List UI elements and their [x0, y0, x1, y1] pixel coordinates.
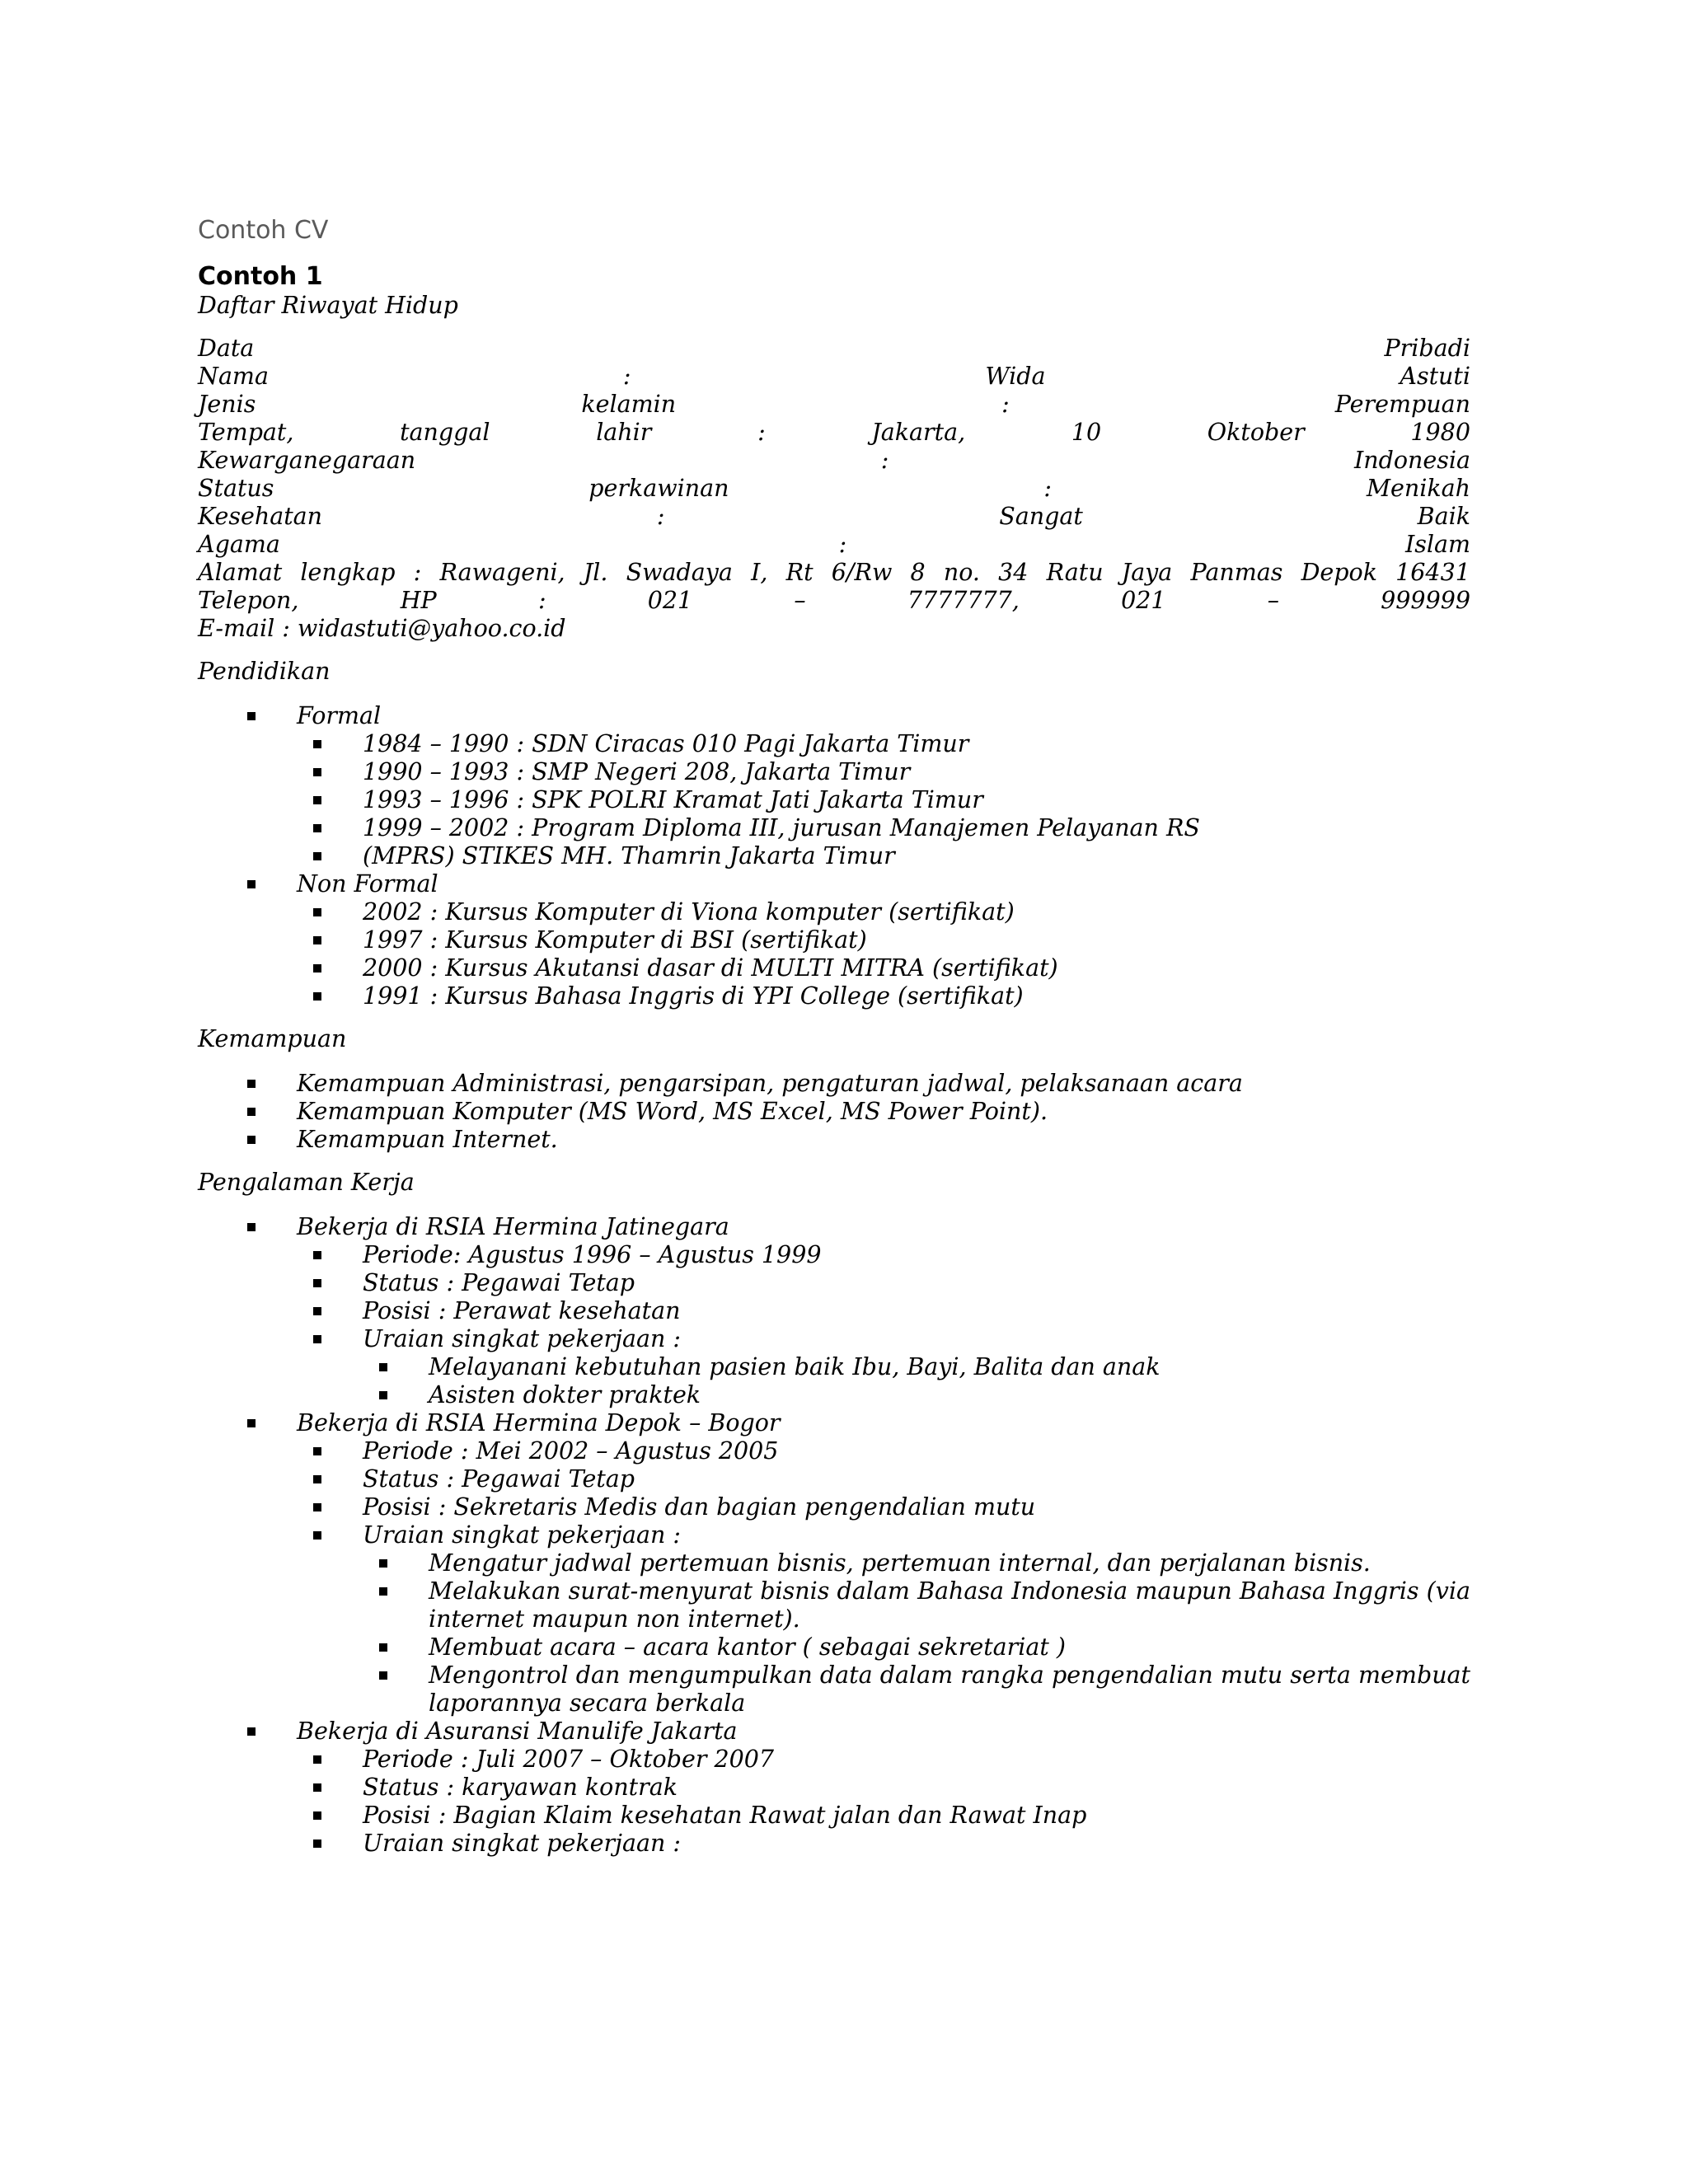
section-title-kemampuan: Kemampuan [198, 1025, 347, 1052]
square-bullet-icon [247, 880, 256, 888]
square-bullet-icon [313, 768, 321, 776]
list-item [198, 926, 1470, 954]
personal-data-word: I, [751, 559, 768, 586]
personal-data-word: Kewarganegaraan [198, 447, 416, 474]
personal-data-word: Jl. [583, 559, 608, 586]
personal-data-word: tanggal [400, 419, 490, 446]
square-bullet-icon [313, 1783, 321, 1792]
personal-data-word: Menikah [1366, 475, 1470, 502]
personal-data-line [198, 363, 1470, 391]
skill-item: Kemampuan Administrasi, pengarsipan, pengaturan jadwal, pelaksanaan acara [297, 1070, 1243, 1097]
personal-data-word: 021 [647, 587, 693, 614]
personal-data-word: Alamat [198, 559, 283, 586]
education-item: 1993 – 1996 : SPK POLRI Kramat Jati Jakarta Timur [363, 786, 983, 813]
job-detail [198, 1774, 1470, 1802]
job-task [198, 1661, 1470, 1718]
personal-data-word: 10 [1071, 419, 1102, 446]
personal-data-word: Sangat [999, 503, 1083, 530]
job-detail-text: Uraian singkat pekerjaan : [363, 1325, 681, 1352]
job-task [198, 1381, 1470, 1409]
job-detail-text: Status : Pegawai Tetap [363, 1465, 635, 1493]
personal-data-word: : [1001, 391, 1010, 418]
job-detail-text: Periode: Agustus 1996 – Agustus 1999 [363, 1241, 822, 1268]
square-bullet-icon [313, 1251, 321, 1259]
personal-data-word: 34 [998, 559, 1029, 586]
skills-list [198, 1070, 1470, 1154]
section-title-pengalaman: Pengalaman Kerja [198, 1169, 415, 1196]
personal-data-lines [198, 335, 1470, 615]
cv-subtitle: Daftar Riwayat Hidup [198, 292, 458, 319]
education-item: 1984 – 1990 : SDN Ciracas 010 Pagi Jakarta Timur [363, 730, 969, 757]
personal-data-word: Baik [1417, 503, 1470, 530]
personal-data-word: – [794, 587, 806, 614]
job-detail [198, 1802, 1470, 1830]
job-detail [198, 1746, 1470, 1774]
personal-data-line [198, 447, 1470, 475]
personal-data-word: 8 [910, 559, 926, 586]
job-detail [198, 1437, 1470, 1465]
personal-data-word: 021 [1121, 587, 1166, 614]
personal-data-word: Rawageni, [439, 559, 565, 586]
personal-data-word: Jakarta, [871, 419, 966, 446]
list-item [198, 898, 1470, 926]
job-detail [198, 1493, 1470, 1521]
personal-data-word: : [838, 531, 847, 558]
job-task-text: Melakukan surat-menyurat bisnis dalam Bahasa Indonesia maupun Bahasa Inggris (via internet maupun non internet). [429, 1577, 1470, 1633]
square-bullet-icon [247, 712, 256, 720]
job-task [198, 1577, 1470, 1633]
personal-data-word: – [1267, 587, 1279, 614]
personal-data-word: Islam [1404, 531, 1470, 558]
personal-data-block [198, 335, 1470, 643]
square-bullet-icon [313, 796, 321, 804]
education-item: 1997 : Kursus Komputer di BSI (sertifikat) [363, 926, 867, 954]
job-task [198, 1549, 1470, 1577]
education-item: 2000 : Kursus Akutansi dasar di MULTI MITRA (sertifikat) [363, 954, 1058, 982]
personal-data-word: Status [198, 475, 274, 502]
square-bullet-icon [313, 1447, 321, 1455]
personal-data-word: Tempat, [198, 419, 294, 446]
square-bullet-icon [247, 1727, 256, 1736]
job-item [198, 1718, 1470, 1746]
square-bullet-icon [313, 908, 321, 916]
list-item [198, 1070, 1470, 1098]
personal-data-word: Swadaya [626, 559, 733, 586]
list-item [198, 786, 1470, 814]
education-group-label: Formal [297, 702, 382, 729]
personal-data-word: 999999 [1381, 587, 1470, 614]
job-task-text: Melayanani kebutuhan pasien baik Ibu, Bayi, Balita dan anak [429, 1353, 1160, 1380]
experience-list [198, 1213, 1470, 1858]
square-bullet-icon [379, 1559, 387, 1568]
list-item [198, 1126, 1470, 1154]
personal-data-word: : [656, 503, 665, 530]
personal-data-word: no. [943, 559, 980, 586]
job-label: Bekerja di RSIA Hermina Depok – Bogor [297, 1409, 781, 1436]
personal-data-word: Jaya [1121, 559, 1173, 586]
personal-data-word: Wida [985, 363, 1046, 390]
personal-data-word: Astuti [1400, 363, 1470, 390]
personal-data-word: Jenis [198, 391, 256, 418]
personal-data-line [198, 475, 1470, 503]
square-bullet-icon [379, 1671, 387, 1680]
personal-data-word: 16431 [1395, 559, 1470, 586]
personal-data-word: : [757, 419, 766, 446]
job-detail-text: Periode : Juli 2007 – Oktober 2007 [363, 1746, 775, 1773]
personal-data-word: perkawinan [588, 475, 729, 502]
job-detail [198, 1241, 1470, 1269]
personal-data-line [198, 391, 1470, 419]
job-detail-text: Uraian singkat pekerjaan : [363, 1521, 681, 1549]
education-item: (MPRS) STIKES MH. Thamrin Jakarta Timur [363, 842, 895, 869]
square-bullet-icon [313, 1755, 321, 1764]
email-line: E-mail : widastuti@yahoo.co.id [198, 615, 566, 642]
personal-data-word: 7777777, [907, 587, 1020, 614]
square-bullet-icon [313, 1531, 321, 1540]
education-item: 1990 – 1993 : SMP Negeri 208, Jakarta Timur [363, 758, 911, 785]
personal-data-line [198, 419, 1470, 447]
skill-item: Kemampuan Komputer (MS Word, MS Excel, MS Power Point). [297, 1098, 1048, 1125]
personal-data-word: lahir [596, 419, 652, 446]
square-bullet-icon [247, 1136, 256, 1144]
personal-data-word: kelamin [581, 391, 677, 418]
job-detail-text: Uraian singkat pekerjaan : [363, 1830, 681, 1857]
personal-data-word: : [1043, 475, 1052, 502]
job-task [198, 1353, 1470, 1381]
cv-heading: Contoh 1 [198, 262, 323, 291]
square-bullet-icon [379, 1643, 387, 1652]
job-label: Bekerja di RSIA Hermina Jatinegara [297, 1213, 729, 1240]
list-item [198, 842, 1470, 870]
square-bullet-icon [313, 1811, 321, 1820]
square-bullet-icon [313, 964, 321, 972]
personal-data-word: Perempuan [1334, 391, 1470, 418]
square-bullet-icon [247, 1223, 256, 1231]
personal-data-word: Agama [198, 531, 280, 558]
square-bullet-icon [313, 1840, 321, 1848]
personal-data-word: Depok [1301, 559, 1377, 586]
personal-data-line [198, 531, 1470, 559]
job-detail [198, 1465, 1470, 1493]
personal-data-line [198, 559, 1470, 587]
square-bullet-icon [313, 852, 321, 860]
personal-data-word: Indonesia [1354, 447, 1470, 474]
personal-data-line [198, 587, 1470, 615]
personal-data-word: lengkap [300, 559, 396, 586]
list-item [198, 1098, 1470, 1126]
personal-data-word: : [537, 587, 546, 614]
job-detail-text: Posisi : Perawat kesehatan [363, 1297, 681, 1324]
job-detail [198, 1521, 1470, 1549]
square-bullet-icon [313, 992, 321, 1001]
personal-data-word: 1980 [1410, 419, 1470, 446]
job-detail-text: Periode : Mei 2002 – Agustus 2005 [363, 1437, 779, 1465]
personal-data-word: : [413, 559, 422, 586]
list-item-formal [198, 702, 1470, 730]
document-title: Contoh CV [198, 216, 329, 245]
personal-data-word: Telepon, [198, 587, 299, 614]
list-item [198, 814, 1470, 842]
job-label: Bekerja di Asuransi Manulife Jakarta [297, 1718, 738, 1745]
personal-data-word: Ratu [1046, 559, 1104, 586]
square-bullet-icon [313, 1503, 321, 1511]
skill-item: Kemampuan Internet. [297, 1126, 558, 1153]
education-group-label: Non Formal [297, 870, 438, 898]
personal-data-word: Kesehatan [198, 503, 323, 530]
personal-data-word: Rt [785, 559, 814, 586]
square-bullet-icon [313, 1335, 321, 1343]
personal-data-word: Oktober [1207, 419, 1305, 446]
square-bullet-icon [313, 740, 321, 748]
job-task-text: Mengontrol dan mengumpulkan data dalam rangka pengendalian mutu serta membuat laporannya secara berkala [429, 1661, 1470, 1717]
education-list [198, 702, 1470, 1010]
section-title-pendidikan: Pendidikan [198, 658, 331, 685]
personal-data-word: Nama [198, 363, 269, 390]
list-item [198, 758, 1470, 786]
job-item [198, 1213, 1470, 1241]
job-detail-text: Status : karyawan kontrak [363, 1774, 678, 1801]
education-item: 1999 – 2002 : Program Diploma III, jurusan Manajemen Pelayanan RS [363, 814, 1200, 841]
job-item [198, 1409, 1470, 1437]
document-page [198, 216, 1470, 1858]
personal-data-line [198, 335, 1470, 363]
list-item [198, 982, 1470, 1010]
job-detail [198, 1830, 1470, 1858]
list-item [198, 730, 1470, 758]
square-bullet-icon [247, 1080, 256, 1088]
personal-data-word: Data [198, 335, 255, 362]
job-task [198, 1633, 1470, 1661]
square-bullet-icon [313, 1307, 321, 1315]
personal-data-word: Panmas [1190, 559, 1283, 586]
square-bullet-icon [379, 1391, 387, 1399]
education-item: 2002 : Kursus Komputer di Viona komputer (sertifikat) [363, 898, 1015, 926]
job-detail [198, 1325, 1470, 1353]
square-bullet-icon [313, 936, 321, 944]
education-item: 1991 : Kursus Bahasa Inggris di YPI College (sertifikat) [363, 982, 1024, 1010]
job-detail [198, 1297, 1470, 1325]
square-bullet-icon [313, 1475, 321, 1483]
square-bullet-icon [313, 824, 321, 832]
personal-data-word: Pribadi [1384, 335, 1470, 362]
job-detail-text: Status : Pegawai Tetap [363, 1269, 635, 1296]
personal-data-word: HP [400, 587, 437, 614]
square-bullet-icon [379, 1363, 387, 1371]
square-bullet-icon [379, 1587, 387, 1596]
list-item-non-formal [198, 870, 1470, 898]
personal-data-word: : [880, 447, 889, 474]
job-task-text: Asisten dokter praktek [429, 1381, 701, 1408]
job-task-text: Membuat acara – acara kantor ( sebagai sekretariat ) [429, 1633, 1067, 1661]
personal-data-line [198, 503, 1470, 531]
job-detail-text: Posisi : Sekretaris Medis dan bagian pengendalian mutu [363, 1493, 1036, 1521]
personal-data-word: : [622, 363, 631, 390]
job-task-text: Mengatur jadwal pertemuan bisnis, pertemuan internal, dan perjalanan bisnis. [429, 1549, 1371, 1577]
square-bullet-icon [247, 1108, 256, 1116]
square-bullet-icon [313, 1279, 321, 1287]
square-bullet-icon [247, 1419, 256, 1427]
job-detail [198, 1269, 1470, 1297]
personal-data-word: 6/Rw [831, 559, 893, 586]
list-item [198, 954, 1470, 982]
job-detail-text: Posisi : Bagian Klaim kesehatan Rawat jalan dan Rawat Inap [363, 1802, 1087, 1829]
